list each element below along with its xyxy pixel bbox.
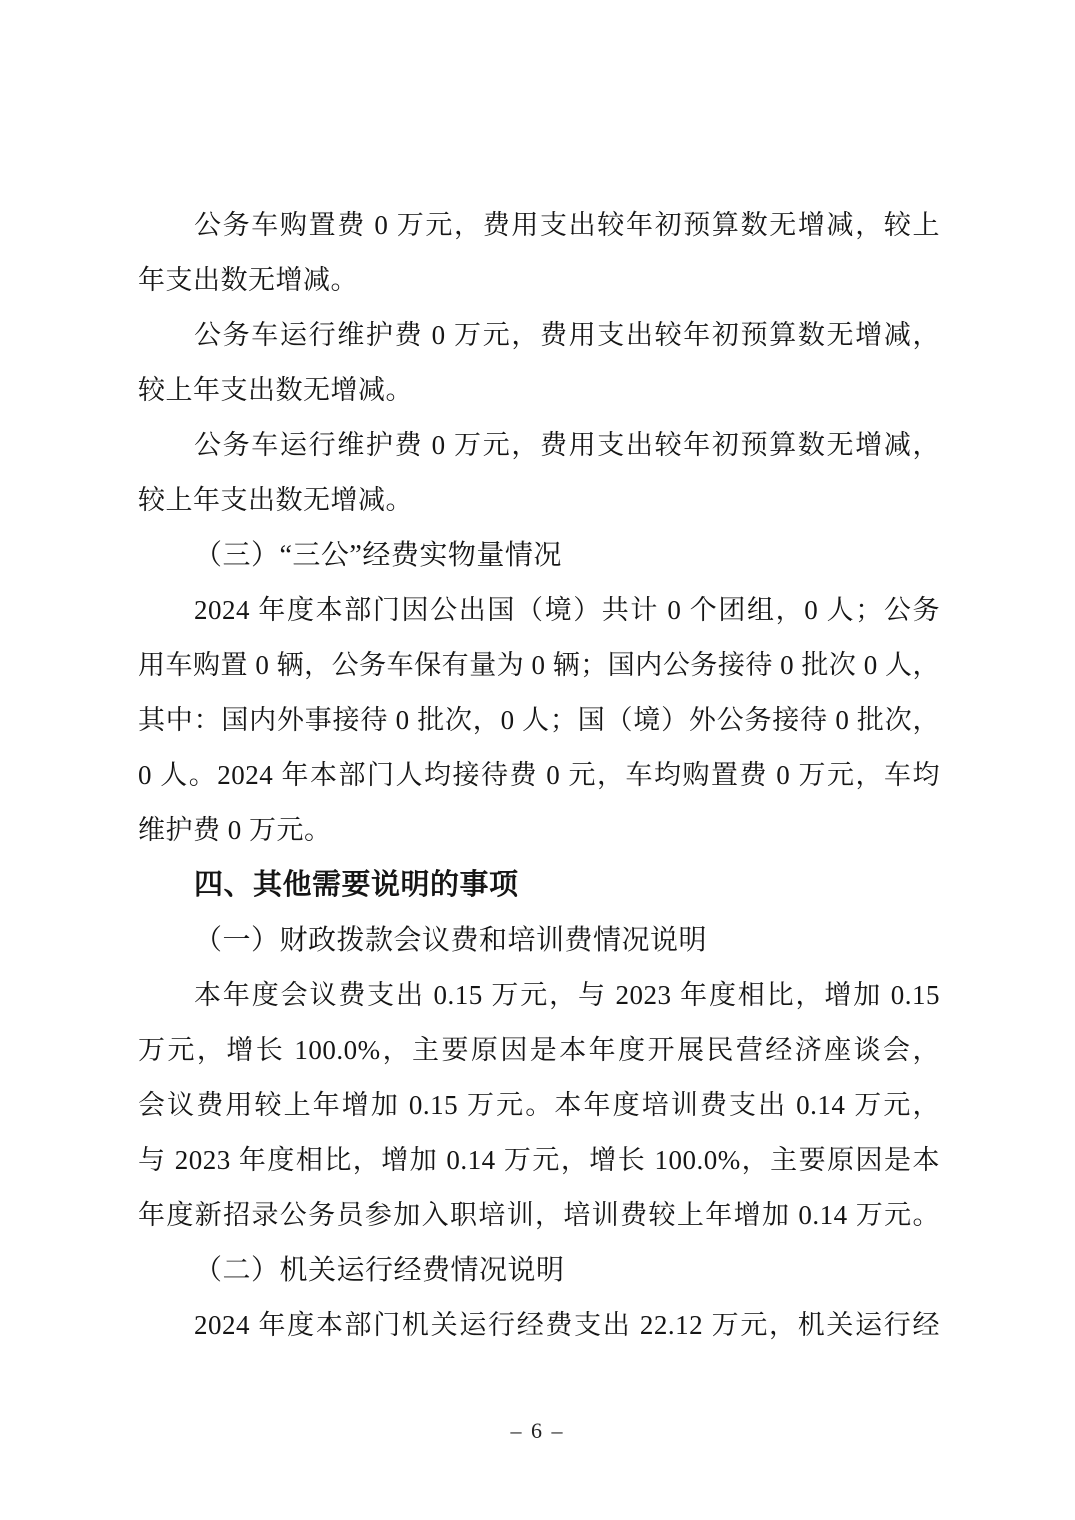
paragraph-line: 公务车运行维护费 0 万元，费用支出较年初预算数无增减， [194,430,940,460]
paragraph-line: 公务车购置费 0 万元，费用支出较年初预算数无增减，较上 [194,210,940,240]
page-number: – 6 – [510,1418,565,1443]
paragraph-line: 0 人。2024 年本部门人均接待费 0 元，车均购置费 0 万元，车均 [138,760,940,790]
paragraph-line: 与 2023 年度相比，增加 0.14 万元，增长 100.0%，主要原因是本 [138,1145,940,1175]
paragraph-line: 年支出数无增减。 [138,265,358,295]
paragraph-line: 本年度会议费支出 0.15 万元，与 2023 年度相比，增加 0.15 [194,980,940,1010]
paragraph-line: 较上年支出数无增减。 [138,485,413,515]
paragraph-line: 公务车运行维护费 0 万元，费用支出较年初预算数无增减， [194,320,940,350]
section-heading-other-matters: 四、其他需要说明的事项 [194,869,519,901]
subsection-heading-meeting-training-fee: （一）财政拨款会议费和培训费情况说明 [194,925,708,956]
paragraph-line: 会议费用较上年增加 0.15 万元。本年度培训费支出 0.14 万元， [138,1090,940,1120]
paragraph-line: 万元，增长 100.0%，主要原因是本年度开展民营经济座谈会， [138,1035,940,1065]
paragraph-line: 较上年支出数无增减。 [138,375,413,405]
paragraph-line: 2024 年度本部门因公出国（境）共计 0 个团组，0 人；公务 [194,595,940,625]
subsection-heading-three-public-expense: （三）“三公”经费实物量情况 [194,540,562,571]
paragraph-line: 维护费 0 万元。 [138,815,332,845]
document-body [138,198,940,1353]
paragraph-line: 2024 年度本部门机关运行经费支出 22.12 万元，机关运行经 [194,1310,940,1340]
paragraph-line: 其中：国内外事接待 0 批次，0 人；国（境）外公务接待 0 批次， [138,705,940,735]
subsection-heading-agency-operating-expense: （二）机关运行经费情况说明 [194,1255,565,1286]
paragraph-line: 用车购置 0 辆，公务车保有量为 0 辆；国内公务接待 0 批次 0 人， [138,650,940,680]
paragraph-line: 年度新招录公务员参加入职培训，培训费较上年增加 0.14 万元。 [138,1200,940,1230]
